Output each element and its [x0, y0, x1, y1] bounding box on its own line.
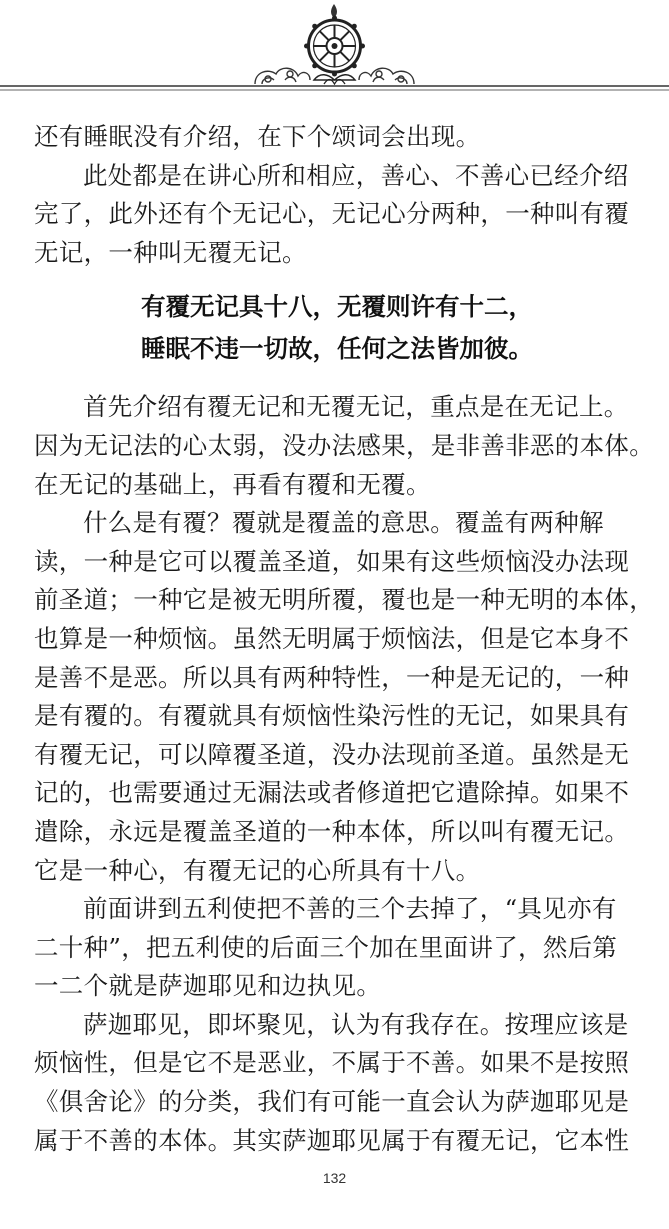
text-line: 属于不善的本体。其实萨迦耶见属于有覆无记，它本性 [34, 1125, 630, 1155]
text-line: 它是一种心，有覆无记的心所具有十八。 [34, 855, 481, 885]
text-line: 首先介绍有覆无记和无覆无记，重点是在无记上。 [83, 392, 629, 422]
paragraph [34, 890, 640, 1006]
text-line: 也算是一种烦恼。虽然无明属于烦恼法，但是它本身不 [34, 623, 630, 653]
text-line: 在无记的基础上，再看有覆和无覆。 [34, 469, 431, 499]
verse-line: 有覆无记具十八，无覆则许有十二， [141, 292, 533, 322]
page-number: 132 [322, 1170, 347, 1186]
text-line: 萨迦耶见，即坏聚见，认为有我存在。按理应该是 [83, 1009, 629, 1039]
text-line: 记的，也需要通过无漏法或者修道把它遣除掉。如果不 [34, 778, 630, 808]
text-line: 是有覆的。有覆就具有烦恼性染污性的无记，如果具有 [34, 701, 630, 731]
text-line: 什么是有覆？覆就是覆盖的意思。覆盖有两种解 [83, 508, 604, 538]
verse-block [34, 286, 640, 370]
text-line: 无记，一种叫无覆无记。 [34, 237, 307, 267]
page-header-ornament [0, 0, 669, 100]
text-line: 遣除，永远是覆盖圣道的一种本体，所以叫有覆无记。 [34, 816, 630, 846]
paragraph [34, 388, 654, 504]
paragraph [34, 1006, 640, 1160]
text-line: 一二个就是萨迦耶见和边执见。 [34, 971, 382, 1001]
text-line: 读，一种是它可以覆盖圣道，如果有这些烦恼没办法现 [34, 546, 630, 576]
text-line: 因为无记法的心太弱，没办法感果，是非善非恶的本体。 [34, 430, 654, 460]
text-line: 烦恼性，但是它不是恶业，不属于不善。如果不是按照 [34, 1048, 630, 1078]
text-line: 前圣道；一种它是被无明所覆，覆也是一种无明的本体， [34, 585, 654, 615]
text-line: 有覆无记，可以障覆圣道，没办法现前圣道。虽然是无 [34, 739, 630, 769]
paragraph [34, 504, 654, 890]
verse-line: 睡眠不违一切故，任何之法皆加彼。 [141, 334, 533, 364]
page-body [34, 118, 654, 1160]
text-line: 前面讲到五利使把不善的三个去掉了，“具见亦有 [83, 894, 617, 924]
paragraph [34, 157, 640, 273]
dharma-wheel-icon [0, 0, 669, 100]
text-line: 完了，此外还有个无记心，无记心分两种，一种叫有覆 [34, 199, 630, 229]
text-line: 还有睡眠没有介绍，在下个颂词会出现。 [34, 122, 481, 151]
text-line: 《俱舍论》的分类，我们有可能一直会认为萨迦耶见是 [34, 1087, 630, 1117]
text-line: 此处都是在讲心所和相应，善心、不善心已经介绍 [83, 160, 629, 190]
paragraph [34, 118, 640, 157]
text-line: 二十种”，把五利使的后面三个加在里面讲了，然后第 [34, 932, 618, 962]
text-line: 是善不是恶。所以具有两种特性，一种是无记的，一种 [34, 662, 630, 692]
